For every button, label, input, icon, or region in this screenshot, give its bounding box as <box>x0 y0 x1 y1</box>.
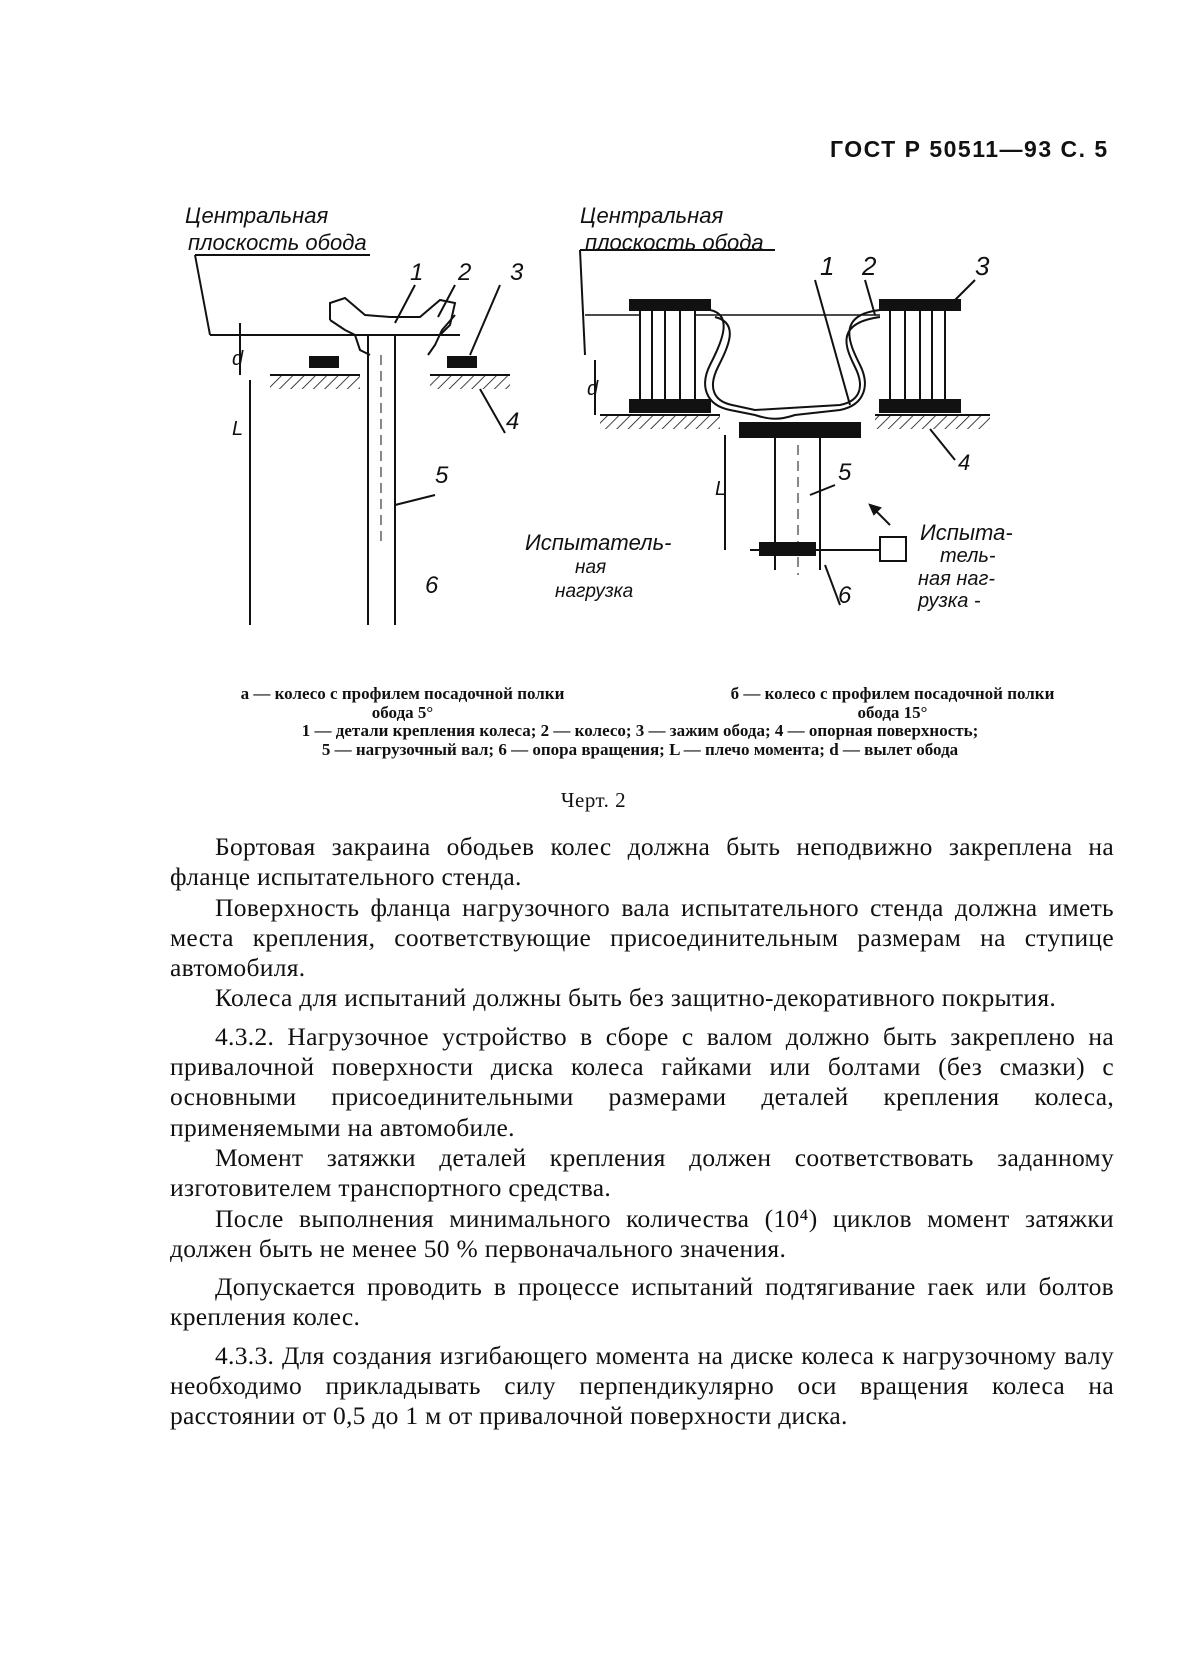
label-a-4: 4 <box>506 408 520 435</box>
label-b-L: L <box>715 478 727 500</box>
paragraph: Момент затяжки деталей крепления должен соответствовать заданному изготовителем транспортного средства. <box>170 1142 1114 1203</box>
label-a-d: d <box>232 348 244 370</box>
figure-title: Черт. 2 <box>560 788 627 812</box>
label-b-4: 4 <box>958 450 971 475</box>
label-a-1: 1 <box>410 259 424 286</box>
paragraph: 4.3.2. Нагрузочное устройство в сборе с валом должно быть закреплено на привалочной поверхности диска колеса гайками или болтами (без смазки) с основными присоединительными размерами деталей крепления колеса, применяемыми на автомобиле. <box>170 1021 1114 1142</box>
label-central-b-1: Центральная <box>580 205 724 228</box>
label-b-3: 3 <box>975 251 990 281</box>
page-header: ГОСТ Р 50511—93 С. 5 <box>830 136 1109 162</box>
figure-captions <box>150 685 1130 759</box>
label-central-b-2: плоскость обода <box>585 230 764 255</box>
label-a-3: 3 <box>510 259 524 286</box>
paragraph: Допускается проводить в процессе испытаний подтягивание гаек или болтов крепления колес. <box>170 1272 1114 1332</box>
figure-2-diagram <box>180 205 1060 625</box>
diagram-a <box>195 255 531 625</box>
caption-a-line1: а — колесо с профилем посадочной полки <box>240 684 565 703</box>
label-b-d: d <box>587 378 599 400</box>
label-b-5: 5 <box>838 459 852 486</box>
caption-b-line1: б — колесо с профилем посадочной полки <box>730 684 1055 703</box>
label-a-L: L <box>232 418 244 440</box>
diagram-a-labels <box>185 205 671 602</box>
paragraph: 4.3.3. Для создания изгибающего момента на диске колеса к нагрузочному валу необходимо прикладывать силу перпендикулярно оси вращения колеса на расстоянии от 0,5 до 1 м от привалочной поверхности диска. <box>170 1340 1114 1431</box>
label-b-1: 1 <box>820 251 835 281</box>
caption-a-line2: обода 5° <box>371 702 434 722</box>
label-b-load-3: ная наг- <box>918 568 996 590</box>
paragraph: Бортовая закраина ободьев колес должна быть неподвижно закреплена на фланце испытательного стенда. <box>170 832 1114 892</box>
paragraph: Поверхность фланца нагрузочного вала испытательного стенда должна иметь места крепления, соответствующие присоединительным размерам на ступице автомобиля. <box>170 892 1114 983</box>
caption-b-line2: обода 15° <box>857 702 928 722</box>
body-text <box>170 832 1114 1432</box>
label-b-load-4: рузка - <box>918 590 981 612</box>
label-b-2: 2 <box>862 251 877 281</box>
paragraph: После выполнения минимального количества (10⁴) циклов момент затяжки должен быть не менее 50 % первоначального значения. <box>170 1203 1114 1263</box>
label-a-6: 6 <box>425 572 439 599</box>
caption-legend-line1: 1 — детали крепления колеса; 2 — колесо; 3 — зажим обода; 4 — опорная поверхность; <box>301 721 979 740</box>
label-a-load-2: ная <box>575 557 607 578</box>
label-central-a-2: плоскость обода <box>188 230 367 255</box>
label-a-load-1: Испытатель- <box>525 530 672 555</box>
label-a-5: 5 <box>435 462 449 489</box>
caption-legend-line2: 5 — нагрузочный вал; 6 — опора вращения; L — плечо момента; d — вылет обода <box>321 739 959 759</box>
label-b-load-2: тель- <box>940 545 996 567</box>
label-a-2: 2 <box>458 259 472 286</box>
label-b-6: 6 <box>838 582 852 609</box>
label-b-load-1: Испыта- <box>920 520 1013 545</box>
paragraph: Колеса для испытаний должны быть без защитно-декоративного покрытия. <box>215 983 1057 1013</box>
label-a-load-3: нагрузка <box>555 581 634 602</box>
label-central-a-1: Центральная <box>185 205 329 228</box>
